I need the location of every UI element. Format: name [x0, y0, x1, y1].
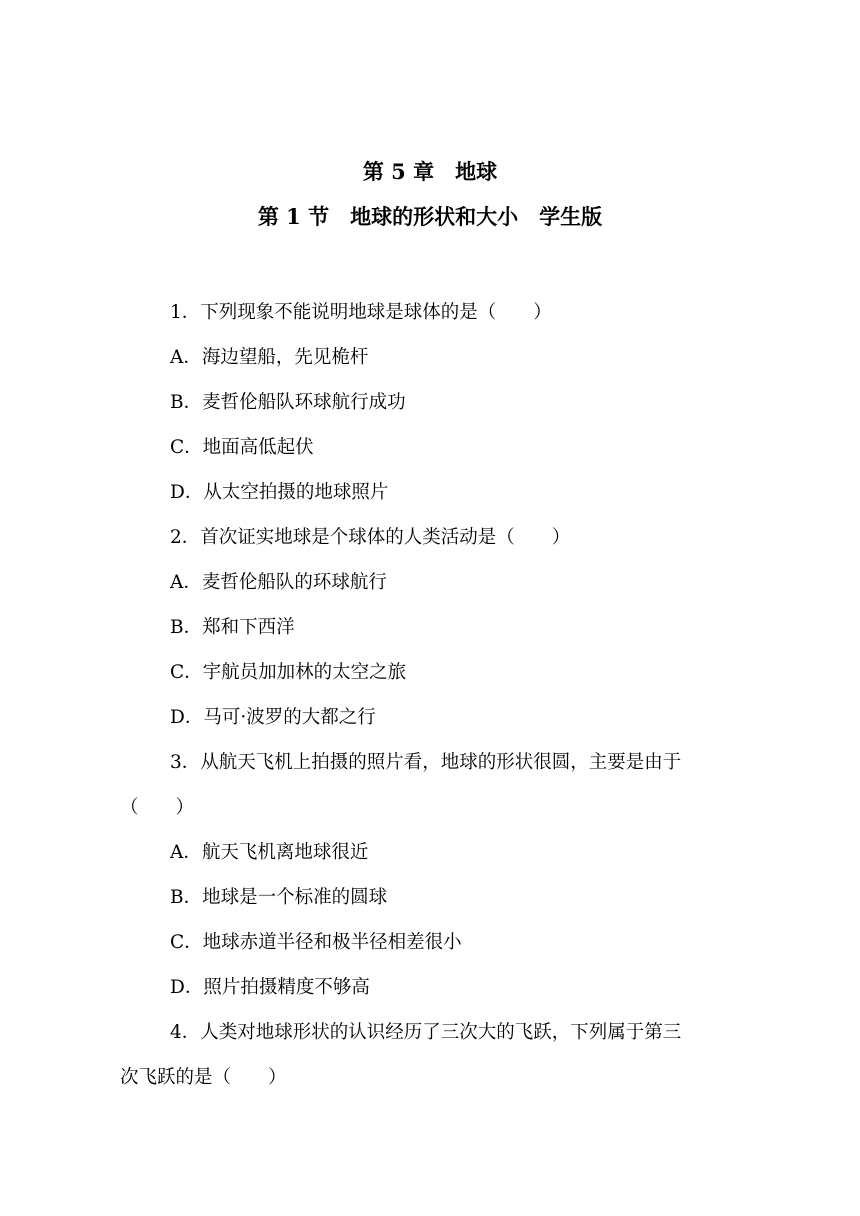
question-1-option-d: D．从太空拍摄的地球照片	[170, 482, 389, 503]
question-4-stem-line-1: 4．人类对地球形状的认识经历了三次大的飞跃，下列属于第三	[170, 1022, 682, 1043]
question-1-option-b: B．麦哲伦船队环球航行成功	[170, 392, 406, 413]
question-3-option-d: D．照片拍摄精度不够高	[170, 977, 370, 998]
question-2-option-d: D．马可·波罗的大都之行	[170, 707, 376, 728]
question-4-stem-line-2: 次飞跃的是（ ）	[120, 1067, 287, 1088]
question-3-stem-line-1: 3．从航天飞机上拍摄的照片看，地球的形状很圆，主要是由于	[170, 752, 682, 773]
question-list	[120, 290, 740, 1100]
question-2-option-b: B．郑和下西洋	[170, 617, 295, 638]
question-1-option-c: C．地面高低起伏	[170, 437, 314, 458]
question-3-option-b: B．地球是一个标准的圆球	[170, 887, 388, 908]
question-2-option-c: C．宇航员加加林的太空之旅	[170, 662, 407, 683]
question-2-stem: 2．首次证实地球是个球体的人类活动是（ ）	[170, 527, 571, 548]
chapter-title: 第 5 章 地球	[362, 159, 498, 184]
question-2-option-a: A．麦哲伦船队的环球航行	[170, 572, 387, 593]
section-title: 第 1 节 地球的形状和大小 学生版	[257, 204, 603, 229]
question-1-stem: 1．下列现象不能说明地球是球体的是（ ）	[170, 302, 552, 323]
question-3-option-a: A．航天飞机离地球很近	[170, 842, 369, 863]
question-1-option-a: A．海边望船，先见桅杆	[170, 347, 369, 368]
question-3-stem-line-2: （ ）	[120, 797, 195, 818]
question-3-option-c: C．地球赤道半径和极半径相差很小	[170, 932, 462, 953]
